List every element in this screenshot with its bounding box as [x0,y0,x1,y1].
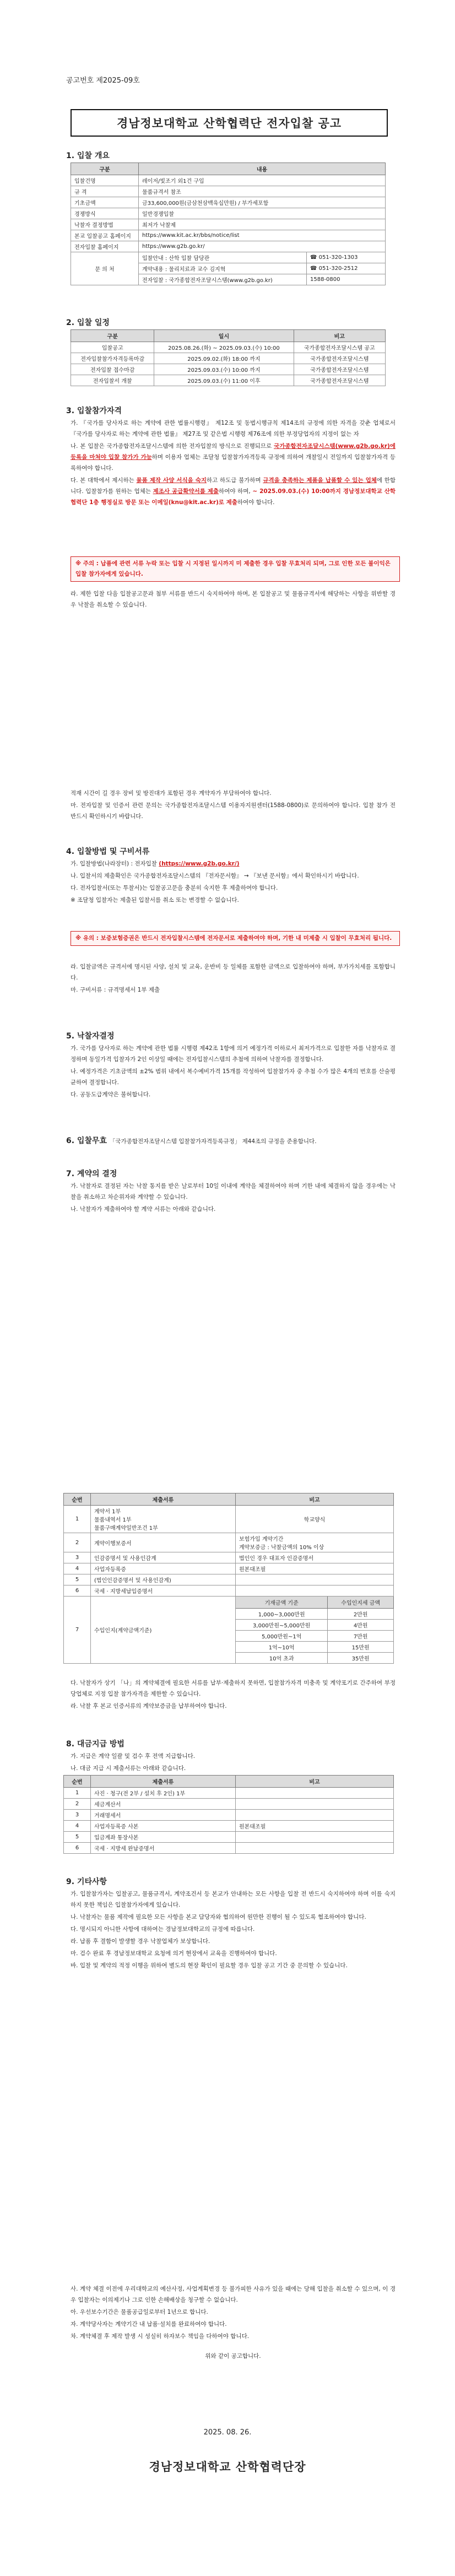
row-value: 최저가 낙찰제 [139,219,386,230]
table-row [71,208,386,219]
table-row: 2 세금계산서 [64,1799,394,1810]
warning-box: ※ 유의 : 보증보험증권은 반드시 전자입찰시스템에 전자문서로 제출하여야 하며, 기한 내 미제출 시 입찰이 무효처리 됩니다. [71,931,400,946]
clause: 자. 계약당사자는 계약기간 내 납품·설치를 완료하여야 합니다. [71,2321,227,2328]
row-date: 2025.08.26.(화) ~ 2025.09.03.(수) 10:00 [154,342,294,353]
table-row: 3 인감증명서 및 사용인감계 법인인 경우 대표자 인감증명서 [64,1552,394,1563]
table-row [71,353,386,364]
clause: 나. 입찰서의 제출확인은 국가종합전자조달시스템의 『전자문서함』 → 『보낸 문서함』에서 확인하시기 바랍니다. [71,873,359,879]
clause: 마. 전자입찰 및 인증서 관련 문의는 국가종합전자조달시스템 이용자지원센터(1588-0800)로 문의하여야 합니다. 입찰 참가 전 반드시 확인하시기 바랍니다. [71,802,396,820]
table-row [71,375,386,386]
section-2-heading: 2. 입찰 일정 [66,318,110,327]
clause: 가. 『국가를 당사자로 하는 계약에 관한 법률시행령』 제12조 및 동법시행규칙 제14조의 규정에 의한 자격을 갖춘 업체로서 『국가를 당사자로 하는 계약에 관한 법률』 제27조 및 같은법 시행령 제76조에 의한 부정당업자의 지정이 없는 자 [71,420,396,437]
table-row [71,241,386,252]
section-3-heading: 3. 입찰참가자격 [66,407,122,415]
contact-label: 문 의 처 [71,252,139,285]
table-row: 1 사진 · 청구(전 2부 / 설치 후 2인) 1부 [64,1788,394,1799]
clause: 가. 입찰참가자는 입찰공고, 물품규격서, 계약조건서 등 본교가 안내하는 모든 사항을 입찰 전 반드시 숙지하여야 하며 이를 숙지하지 못한 책임은 입찰참가자에게 있습니다. [71,1891,396,1908]
stamp-row: 3,000만원~5,000만원 4만원 [64,1620,394,1631]
section-4-heading: 4. 입찰방법 및 구비서류 [66,847,150,856]
table-row: 2 계약이행보증서 보험가입 계약기간 계약보증금 : 낙찰금액의 10% 이상 [64,1533,394,1552]
clause: 다. 전자입찰서(또는 투찰서)는 입찰공고문을 충분히 숙지한 후 제출하여야 합니다. [71,885,278,891]
row-key: 전자입찰 접수마감 [71,364,154,375]
clause: 마. 구비서류 : 규격명세서 1부 제출 [71,987,160,993]
warning-box: ※ 주의 : 납품에 관련 서류 누락 또는 입찰 시 지정된 일시까지 미 제출한 경우 입찰 무효처리 되며, 그로 인한 모든 불이익은 입찰 참가자에게 있습니다. [71,556,400,582]
row-key: 입찰건명 [71,175,139,186]
section-1-heading: 1. 입찰 개요 [66,151,110,160]
contract-docs-table [63,1493,394,1664]
section-3-body-2 [71,588,396,611]
table-row: 3 거래명세서 [64,1810,394,1821]
contact-phone: ☎ 051-320-2512 [307,263,386,274]
table-row [71,252,386,263]
row-value: 금33,600,000원(금삼천삼백육십만원) / 부가세포함 [139,197,386,208]
table-row [71,186,386,197]
table-row [71,175,386,186]
section-8-body [71,1751,396,1775]
schedule-table [71,329,386,386]
col-header: 순번 [64,1776,91,1788]
row-key: 기초금액 [71,197,139,208]
section-6-heading: 6. 입찰무효 「국가종합전자조달시스템 입찰참가자격등록규정」 제44조의 규정을 준용합니다. [66,1137,317,1145]
row-key: 경쟁방식 [71,208,139,219]
row-note: 국가종합전자조달시스템 [294,364,386,375]
col-header: 구분 [71,163,139,175]
table-row [71,364,386,375]
clause: 가. 낙찰자로 결정된 자는 낙찰 통지를 받은 날로부터 10일 이내에 계약을 체결하여야 하며 기한 내에 체결하지 않을 경우에는 낙찰을 취소하고 차순위자와 계약할 수 있습니다. [71,1183,396,1200]
payment-docs-table [63,1775,394,1854]
clause: 아. 우선보수기간은 물품공급일로부터 1년으로 합니다. [71,2309,208,2315]
section-9-body-2 [71,2283,396,2363]
clause: ※ 조달청 입찰자는 제출된 입찰서를 취소 또는 변경할 수 없습니다. [71,897,239,903]
clause: 나. 본 입찰은 국가종합전자조달시스템에 의한 전자입찰의 방식으로 진행되므로 국가종합전자조달시스템(www.g2b.go.kr)에 등록을 마쳐야 입찰 참가가 가능하며 이용자 업체는 조달청 입찰참가자격등록 규정에 의하여 개찰일시 전일까지 입찰참가자격 등록하여야 합니다. [71,443,396,472]
section-9-body [71,1888,396,1972]
table-row [71,230,386,241]
col-header: 구분 [71,330,154,342]
stamp-row: 10억 초과 35만원 [64,1653,394,1664]
closing-line: 위와 같이 공고합니다. [205,2353,261,2359]
col-header: 비고 [294,330,386,342]
table-row: 4 사업자등록증 사본 원본대조필 [64,1821,394,1832]
contact-phone: ☎ 051-320-1303 [307,252,386,263]
section-4-body [71,858,396,907]
row-note: 국가종합전자조달시스템 [294,375,386,386]
g2b-url-link[interactable]: (https://www.g2b.go.kr/) [159,861,240,867]
table-row [71,197,386,208]
row-value: 일반경쟁입찰 [139,208,386,219]
row-date: 2025.09.02.(화) 18:00 까지 [154,353,294,364]
row-note: 국가종합전자조달시스템 공고 [294,342,386,353]
contact-label: 입찰안내 : 산학 입찰 담당관 [139,252,307,263]
col-header: 제출서류 [91,1776,236,1788]
clause: 바. 입찰 및 계약의 적정 이행을 위하여 별도의 현장 확인이 필요할 경우 입찰 공고 기간 중 문의할 수 있습니다. [71,1962,348,1969]
stamp-row: 1,000~3,000만원 2만원 [64,1609,394,1620]
row-key: 전자입찰 홈페이지 [71,241,139,252]
document-title: 경남정보대학교 산학협력단 전자입찰 공고 [71,109,388,137]
contact-label: 전자입찰 : 국가종합전자조달시스템(www.g2b.go.kr) [139,274,307,285]
table-row [71,342,386,353]
contact-label: 계약내용 : 물리치료과 교수 김지혁 [139,263,307,274]
row-key: 낙찰자 결정방법 [71,219,139,230]
section-4-body-2 [71,961,396,997]
section-3-body [71,418,396,509]
col-header: 일시 [154,330,294,342]
clause: 마. 검수 완료 후 경남정보대학교 요청에 의거 현장에서 교육을 진행하여야 합니다. [71,1950,277,1957]
clause: 라. 납품 후 결함이 발생할 경우 낙찰업체가 보상합니다. [71,1938,210,1945]
clause: 가. 입찰방법(나라장터) : 전자입찰 (https://www.g2b.go.kr/) [71,861,240,867]
row-key: 규 격 [71,186,139,197]
row-date: 2025.09.03.(수) 10:00 까지 [154,364,294,375]
stamp-col-header: 수입인지세 금액 [328,1597,394,1609]
col-header: 내용 [139,163,386,175]
table-row: 5 입금계좌 통장사본 [64,1832,394,1843]
row-note: 국가종합전자조달시스템 [294,353,386,364]
footer-organization: 경남정보대학교 산학협력단장 [149,2460,306,2474]
col-header: 비고 [236,1493,394,1506]
col-header: 순번 [64,1493,91,1506]
contact-phone: 1588-0800 [307,274,386,285]
row-value: 레이저/빛조기 외1건 구입 [139,175,386,186]
stamp-row: 5,000만원~1억 7만원 [64,1631,394,1642]
clause: 나. 낙찰자가 제출하여야 할 계약 서류는 아래와 같습니다. [71,1206,216,1213]
clause: 차. 계약체결 후 제작 발생 시 성실히 하자보수 책임을 다하여야 합니다. [71,2333,250,2340]
clause: 가. 지급은 계약 일괄 및 검수 후 전액 지급합니다. [71,1753,196,1760]
table-row: 6 국세 · 지방세납입증명서 [64,1585,394,1597]
row-value: 물품규격서 참조 [139,186,386,197]
overview-table [71,163,386,285]
clause: 가. 국가를 당사자로 하는 계약에 관한 법률 시행령 제42조 1항에 의거 예정가격 이하로서 최저가격으로 입찰한 자를 낙찰자로 결정하며 동일가격 입찰자가 2인 이상일 때에는 전자입찰시스템의 추첨에 의하여 낙찰자를 결정합니다. [71,1045,396,1063]
row-key: 전자입찰참가자격등록마감 [71,353,154,364]
section-7-heading: 7. 계약의 결정 [66,1170,117,1178]
section-7-body-2 [71,1677,396,1713]
stamp-col-header: 기재금액 기준 [236,1597,328,1609]
notice-number: 공고번호 제2025-09호 [66,77,140,85]
footer-date: 2025. 08. 26. [203,2428,252,2437]
section-8-heading: 8. 대금지급 방법 [66,1740,124,1749]
section-9-heading: 9. 기타사항 [66,1877,107,1886]
clause: 적재 시간이 길 경우 장비 및 방진대가 포함된 경우 계약자가 부담하여야 합니다. [71,790,272,797]
clause: 다. 명시되지 아니한 사항에 대하여는 경남정보대학교의 규정에 따릅니다. [71,1926,255,1933]
g2b-link[interactable]: https://www.g2b.go.kr/ [139,241,386,252]
clause: 라. 낙찰 후 본교 인증서류의 계약보증금을 납부하여야 합니다. [71,1703,227,1709]
row-key: 전자입찰서 개찰 [71,375,154,386]
row-date: 2025.09.03.(수) 11:00 이후 [154,375,294,386]
row-key: 본교 입찰공고 홈페이지 [71,230,139,241]
clause: 사. 계약 체결 이전에 우리대학교의 예산사정, 사업계획변경 등 불가피한 사유가 있을 때에는 당해 입찰을 취소할 수 있으며, 이 경우 입찰자는 이의제기나 그로 인한 손해배상을 청구할 수 없습니다. [71,2286,396,2303]
notice-link[interactable]: https://www.kit.ac.kr/bbs/notice/list [139,230,386,241]
table-row: 6 국세 · 지방세 완납증명서 [64,1843,394,1854]
clause: 다. 공동도급계약은 불허합니다. [71,1091,151,1098]
clause: 다. 낙찰자가 상기 「나」의 계약체결에 필요한 서류를 납부·제출하지 못하면, 입찰참가자격 미충족 및 계약포기로 간주하여 부정당업체로 지정 입찰 참가자격을 제한할 수 있습니다. [71,1680,396,1697]
clause: 다. 본 대학에서 제시하는 물품 제작 사양 서식을 숙지하고 하도급 불가하며 규격을 충족하는 제품을 납품할 수 있는 업체에 한합니다. 입찰참가를 원하는 업체는 제조사 공급확약서를 제출하여야 하며, ~ 2025.09.03.(수) 10:00까지 경남정보대학교 산학협력단 1층 행정실로 방문 또는 이메일(knu@kit.ac.kr)로 제출하여야 합니다. [71,477,396,506]
table-row: 1 계약서 1부 물품내역서 1부 물품구매계약일반조건 1부 학교양식 [64,1506,394,1533]
clause: 라. 입찰금액은 규격서에 명시된 사양, 설치 및 교육, 운반비 등 일체를 포함한 금액으로 입찰하여야 하며, 부가가치세를 포함합니다. [71,964,396,981]
clause: 나. 예정가격은 기초금액의 ±2% 범위 내에서 복수예비가격 15개를 작성하여 입찰참가자 중 추첨 수가 많은 4개의 번호를 산술평균하여 결정합니다. [71,1068,396,1086]
col-header: 제출서류 [91,1493,236,1506]
table-row: 5 (법인인감증명서 및 사용인감계) [64,1574,394,1585]
row-key: 입찰공고 [71,342,154,353]
table-row: 4 사업자등록증 원본대조필 [64,1563,394,1574]
col-header: 비고 [236,1776,394,1788]
section-3-body-3 [71,788,396,823]
table-row [71,219,386,230]
table-row: 7 수입인지(계약금액기준) 기재금액 기준 수입인지세 금액 [64,1597,394,1609]
section-7-body [71,1181,396,1216]
clause: 나. 낙찰자는 물품 제작에 필요한 모든 사항을 본교 담당자와 협의하여 원만한 진행이 될 수 있도록 협조하여야 합니다. [71,1914,366,1920]
section-5-heading: 5. 낙찰자결정 [66,1032,115,1041]
clause: 나. 대금 지급 시 제출서류는 아래와 같습니다. [71,1765,186,1772]
section-5-body [71,1043,396,1101]
stamp-row: 1억~10억 15만원 [64,1642,394,1653]
clause: 라. 제한 입찰 다음 입찰공고문과 첨부 서류를 반드시 숙지하여야 하며, 본 입찰공고 및 물품규격서에 해당하는 사항을 위반할 경우 낙찰을 취소할 수 있습니다. [71,591,396,608]
